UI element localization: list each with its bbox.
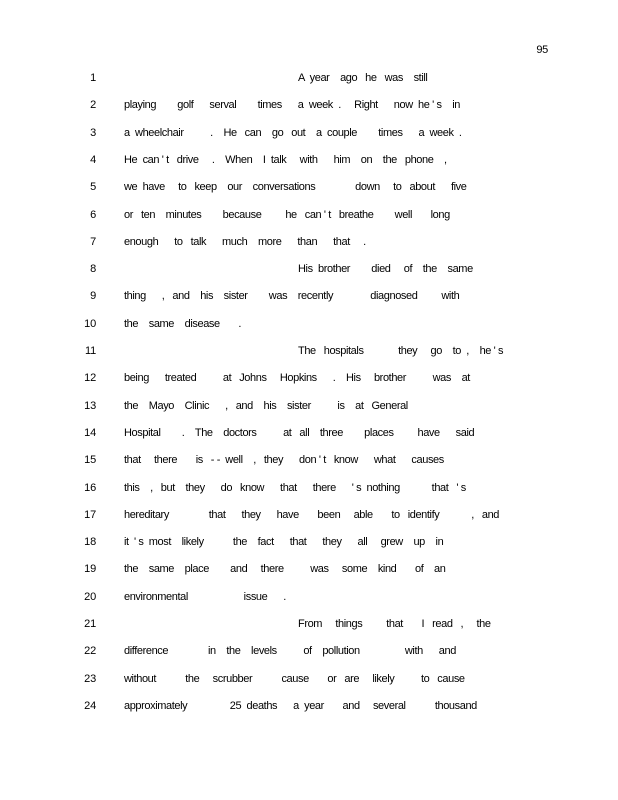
line-number: 12: [84, 372, 96, 385]
transcript-line: [0, 228, 618, 255]
line-text: that there is - - well , they don ' t know what causes: [124, 454, 444, 467]
line-text: playing golf serval times a week . Right now he ' s in: [124, 99, 460, 112]
line-text: hereditary that they have been able to identify , and: [124, 508, 500, 521]
transcript-line: [0, 392, 618, 419]
line-number: 19: [84, 563, 96, 576]
line-number: 4: [90, 153, 96, 166]
transcript-line: [0, 173, 618, 200]
line-text: a wheelchair . He can go out a couple times a week .: [124, 126, 462, 139]
transcript-line: [0, 610, 618, 637]
line-text: the same place and there was some kind of an: [124, 563, 446, 576]
line-text: enough to talk much more than that .: [124, 235, 366, 248]
transcript-line: [0, 528, 618, 555]
line-number: 1: [90, 72, 96, 84]
transcript-line: [0, 310, 618, 337]
line-text: The hospitals they go to , he ' s: [298, 345, 504, 357]
line-text: From things that I read , the: [298, 618, 491, 630]
transcript-line: [0, 419, 618, 446]
transcript-line: [0, 637, 618, 664]
line-text: or ten minutes because he can ' t breathe well long: [124, 208, 450, 221]
line-text: A year ago he was still: [298, 72, 428, 84]
line-number: 14: [84, 426, 96, 439]
line-text: approximately 25 deaths a year and several thousand: [124, 699, 477, 712]
transcript-line: [0, 583, 618, 610]
transcript-line: [0, 501, 618, 528]
line-number: 15: [84, 454, 96, 467]
line-text: the same disease .: [124, 317, 242, 330]
line-number: 2: [90, 99, 96, 112]
line-number: 9: [90, 290, 96, 303]
transcript-line: [0, 64, 618, 91]
line-text: it ' s most likely the fact that they all grew up in: [124, 536, 444, 549]
transcript-line: [0, 146, 618, 173]
line-text: Hospital . The doctors at all three places have said: [124, 426, 475, 439]
line-number: 6: [90, 208, 96, 221]
transcript-line: [0, 555, 618, 582]
page-number: 95: [536, 44, 548, 56]
transcript-line: [0, 119, 618, 146]
line-text: difference in the levels of pollution with and: [124, 645, 456, 658]
line-text: the Mayo Clinic , and his sister is at General: [124, 399, 408, 412]
transcript-line: [0, 337, 618, 364]
transcript-line: [0, 364, 618, 391]
line-number: 22: [84, 645, 96, 658]
line-number: 5: [90, 181, 96, 194]
line-number: 10: [84, 317, 96, 330]
line-number: 20: [84, 590, 96, 603]
line-text: being treated at Johns Hopkins . His brother was at: [124, 372, 470, 385]
line-text: He can ' t drive . When I talk with him on the phone ,: [124, 153, 447, 166]
transcript-line: [0, 255, 618, 282]
line-number: 24: [84, 699, 96, 712]
line-number: 11: [84, 345, 96, 357]
transcript-line: [0, 692, 618, 719]
line-number: 17: [84, 508, 96, 521]
transcript-line: [0, 282, 618, 309]
transcript-line: [0, 201, 618, 228]
transcript-line: [0, 91, 618, 118]
line-number: 13: [84, 399, 96, 412]
line-number: 7: [90, 235, 96, 248]
line-text: without the scrubber cause or are likely to cause: [124, 672, 465, 685]
line-number: 23: [84, 672, 96, 685]
line-text: this , but they do know that there ' s nothing that ' s: [124, 481, 466, 494]
line-number: 16: [84, 481, 96, 494]
line-number: 8: [90, 263, 96, 276]
line-text: thing , and his sister was recently diagnosed with: [124, 290, 460, 303]
transcript-line: [0, 446, 618, 473]
line-text: environmental issue .: [124, 590, 286, 603]
transcript-line: [0, 474, 618, 501]
transcript-line: [0, 665, 618, 692]
line-number: 18: [84, 536, 96, 549]
line-number: 3: [90, 126, 96, 139]
line-number: 21: [84, 618, 96, 630]
line-text: His brother died of the same: [298, 263, 473, 276]
line-text: we have to keep our conversations down to about five: [124, 181, 467, 194]
